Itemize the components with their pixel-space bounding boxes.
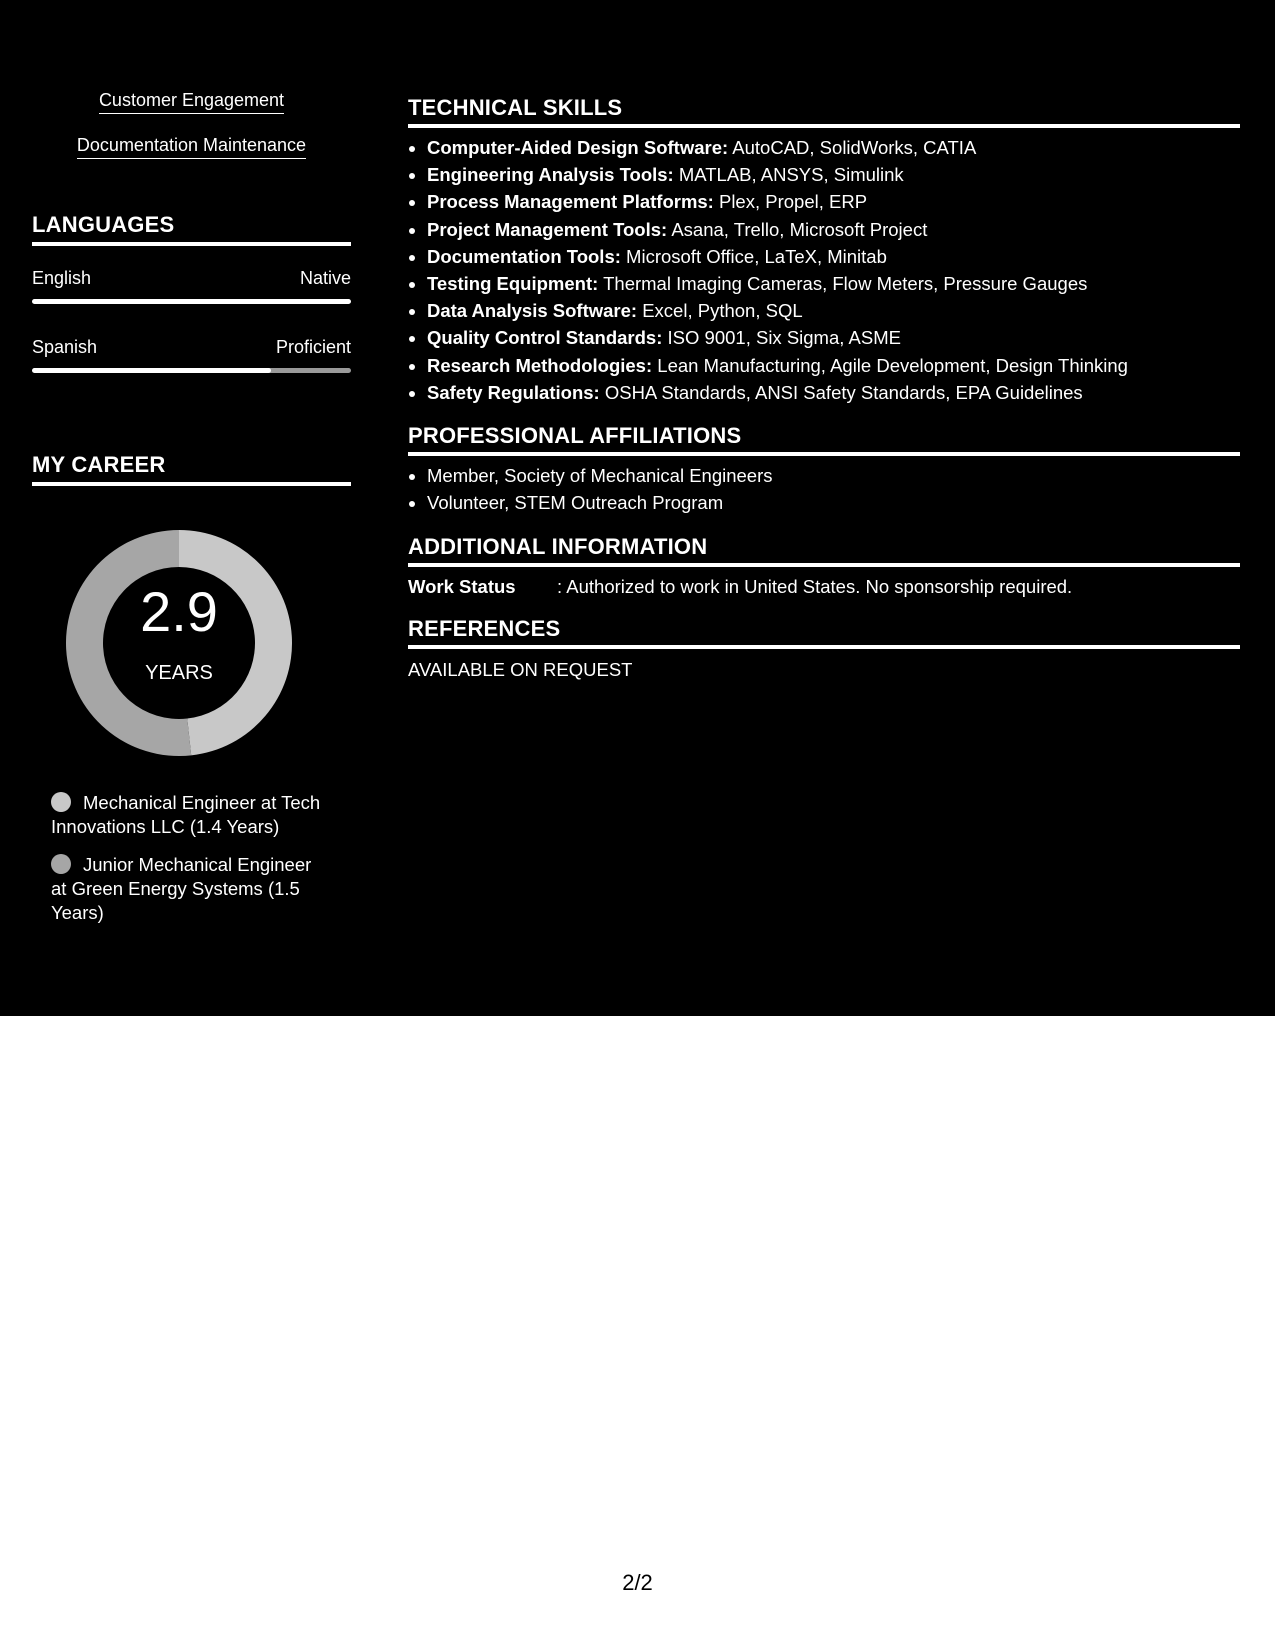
languages-heading: LANGUAGES [32, 212, 351, 246]
skill-category: Safety Regulations: [427, 381, 600, 403]
skill-category: Data Analysis Software: [427, 300, 638, 322]
legend-dot [51, 854, 71, 874]
skill-values: MATLAB, ANSYS, Simulink [673, 164, 904, 186]
affiliations-list [408, 462, 773, 516]
skill-values: AutoCAD, SolidWorks, CATIA [728, 137, 977, 158]
skill-item [427, 379, 1128, 406]
interest-tag [32, 89, 351, 114]
skill-values: Excel, Python, SQL [637, 300, 803, 322]
skill-values: Microsoft Office, LaTeX, Minitab [620, 245, 887, 267]
career-donut-svg [66, 530, 292, 756]
career-role-item [51, 791, 331, 839]
work-status-value: : Authorized to work in United States. No sponsorship required. [557, 576, 1073, 597]
skill-values: Asana, Trello, Microsoft Project [667, 218, 928, 240]
skill-category: Testing Equipment: [427, 273, 599, 295]
skill-values: Thermal Imaging Cameras, Flow Meters, Pressure Gauges [598, 273, 1088, 295]
skill-item [427, 324, 1128, 351]
page-number: 2/2 [622, 1570, 653, 1595]
skill-item [427, 243, 1128, 270]
career-role-label: Junior Mechanical Engineer at Green Energy Systems (1.5 Years) [51, 854, 312, 923]
interest-tag-text: Documentation Maintenance [77, 134, 306, 159]
affiliations-heading: PROFESSIONAL AFFILIATIONS [408, 423, 1240, 456]
career-total-years: 2.9 [140, 580, 218, 643]
skill-category: Research Methodologies: [427, 354, 653, 376]
work-status-label: Work Status [408, 576, 516, 597]
donut-segment [66, 530, 191, 756]
language-name: English [32, 268, 92, 288]
skill-item [427, 161, 1128, 188]
references-text: AVAILABLE ON REQUEST [408, 659, 633, 680]
references-heading: REFERENCES [408, 616, 1240, 649]
list-item: • Member, Society of Mechanical Engineers [427, 462, 773, 489]
skill-item [427, 216, 1128, 243]
language-level-fill [32, 368, 271, 373]
language-level: Native [299, 268, 351, 288]
technical-skills-heading: TECHNICAL SKILLS [408, 95, 1240, 128]
interest-tag-text: Customer Engagement [99, 89, 284, 114]
skill-category: Process Management Platforms: [427, 191, 714, 213]
language-level-bar [32, 299, 351, 304]
language-row [32, 268, 351, 289]
additional-info-heading: ADDITIONAL INFORMATION [408, 534, 1240, 567]
career-donut-chart [66, 530, 292, 756]
language-row [32, 337, 351, 358]
skill-item [427, 134, 1128, 161]
skill-item [427, 297, 1128, 324]
language-level-bar [32, 368, 351, 373]
language-name: Spanish [32, 337, 98, 357]
skill-category: Computer-Aided Design Software: [427, 137, 729, 158]
list-item: • Volunteer, STEM Outreach Program [427, 489, 773, 516]
skill-category: Documentation Tools: [427, 245, 621, 267]
skill-category: Project Management Tools: [427, 218, 668, 240]
skill-category: Engineering Analysis Tools: [427, 164, 674, 186]
skill-item [427, 188, 1128, 215]
skill-values: Lean Manufacturing, Agile Development, Design Thinking [652, 354, 1128, 376]
career-years-unit: YEARS [145, 662, 213, 684]
career-role-item [51, 853, 331, 925]
skill-item [427, 352, 1128, 379]
legend-dot [51, 792, 71, 812]
language-level: Proficient [275, 337, 351, 357]
skill-values: OSHA Standards, ANSI Safety Standards, EPA Guidelines [599, 381, 1083, 403]
language-level-fill [32, 299, 351, 304]
career-heading: MY CAREER [32, 452, 351, 486]
skill-values: Plex, Propel, ERP [713, 191, 868, 213]
interest-tag [32, 134, 351, 159]
technical-skills-list [408, 134, 1128, 406]
skill-values: ISO 9001, Six Sigma, ASME [662, 327, 901, 349]
career-role-label: Mechanical Engineer at Tech Innovations LLC (1.4 Years) [51, 792, 321, 837]
skill-category: Quality Control Standards: [427, 327, 663, 349]
skill-item [427, 270, 1128, 297]
